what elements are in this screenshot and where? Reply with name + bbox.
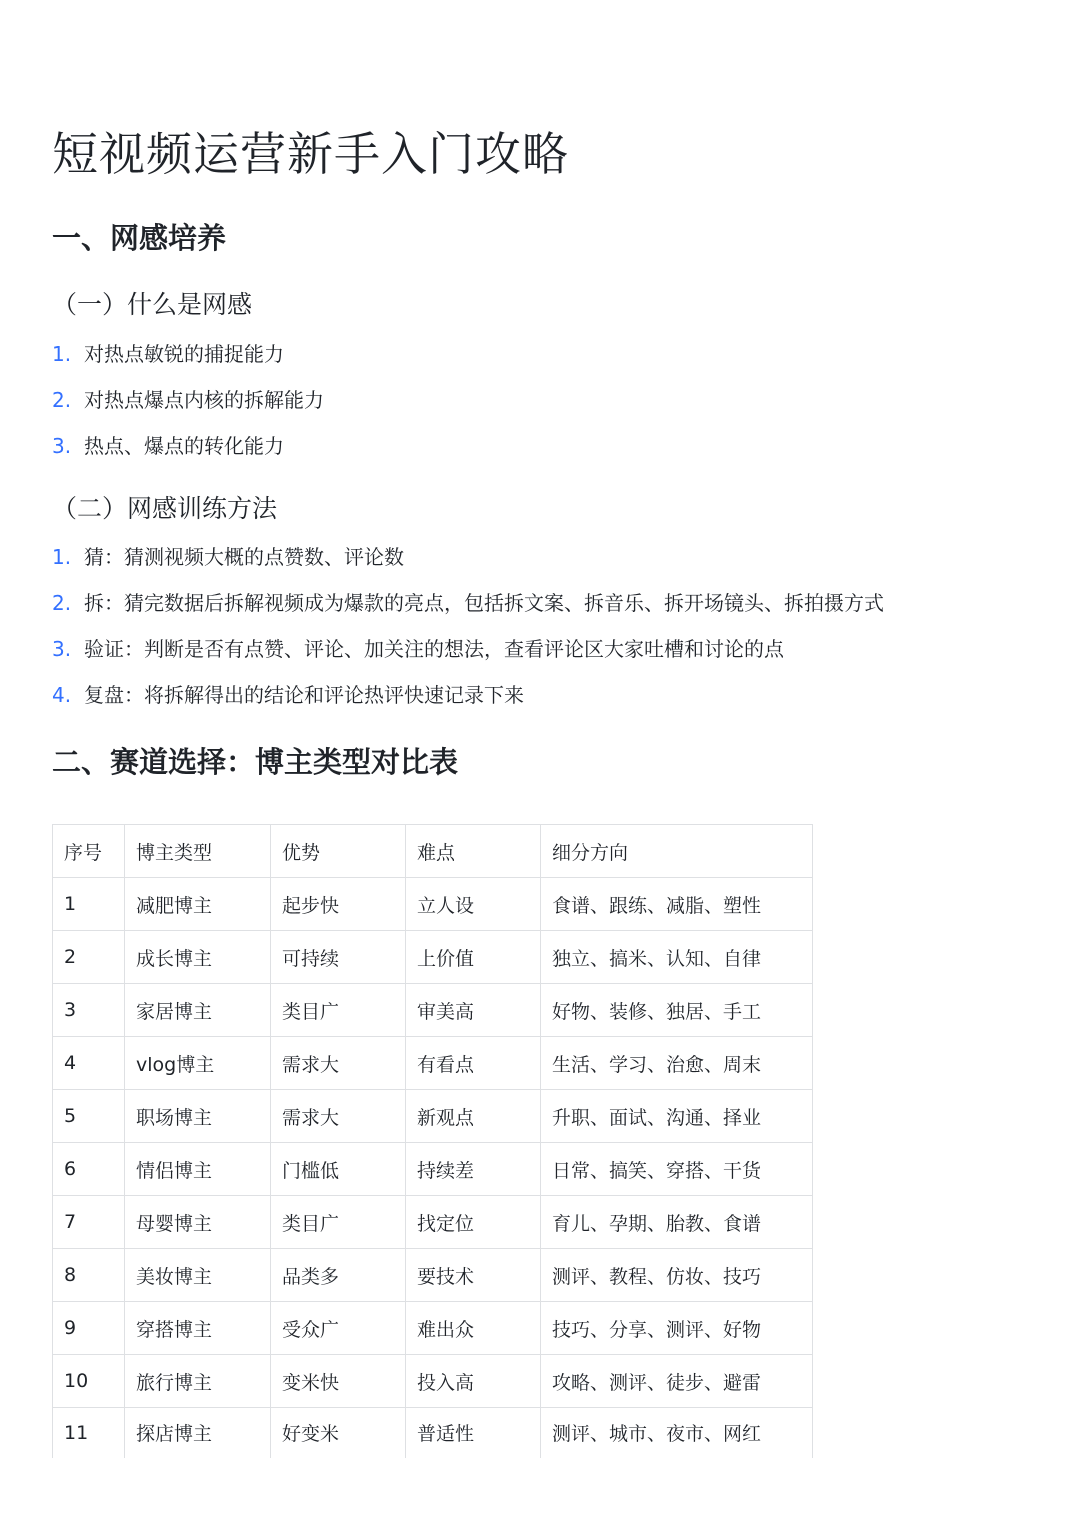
subsection-heading-what-is-wanggan: （一）什么是网感 <box>52 290 253 319</box>
list-text: 复盘：将拆解得出的结论和评论热评快速记录下来 <box>84 683 524 707</box>
list-number: 4. <box>52 683 72 707</box>
table-cell: 测评、城市、夜市、网红 <box>541 1408 813 1458</box>
table-cell: 7 <box>53 1196 125 1249</box>
table-cell: 门槛低 <box>271 1143 406 1196</box>
table-cell: 6 <box>53 1143 125 1196</box>
table-cell: 难出众 <box>406 1302 541 1355</box>
table-cell: 普适性 <box>406 1408 541 1458</box>
table-cell: 8 <box>53 1249 125 1302</box>
list-item <box>52 377 324 423</box>
table-cell: 美妆博主 <box>125 1249 271 1302</box>
list-number: 3. <box>52 434 72 458</box>
table-cell: 1 <box>53 878 125 931</box>
list-number: 3. <box>52 637 72 661</box>
table-cell: 食谱、跟练、减脂、塑性 <box>541 878 813 931</box>
table-cell: 家居博主 <box>125 984 271 1037</box>
table-cell: 11 <box>53 1408 125 1458</box>
table-cell: 旅行博主 <box>125 1355 271 1408</box>
table-cell: 5 <box>53 1090 125 1143</box>
list-text: 热点、爆点的转化能力 <box>84 434 284 458</box>
table-cell: 2 <box>53 931 125 984</box>
list-text: 对热点爆点内核的拆解能力 <box>84 388 324 412</box>
table-row <box>53 1302 813 1355</box>
table-cell: 需求大 <box>271 1037 406 1090</box>
table-row <box>53 1249 813 1302</box>
table-row <box>53 1037 813 1090</box>
section-heading-wanggan: 一、网感培养 <box>52 221 227 255</box>
table-cell: 变米快 <box>271 1355 406 1408</box>
table-cell: 好变米 <box>271 1408 406 1458</box>
table-cell: 减肥博主 <box>125 878 271 931</box>
header-cell-difficulty: 难点 <box>406 825 541 878</box>
table-cell: 生活、学习、治愈、周末 <box>541 1037 813 1090</box>
table-cell: 立人设 <box>406 878 541 931</box>
table-cell: 类目广 <box>271 1196 406 1249</box>
table-cell: 攻略、测评、徒步、避雷 <box>541 1355 813 1408</box>
table-cell: 测评、教程、仿妆、技巧 <box>541 1249 813 1302</box>
header-cell-index: 序号 <box>53 825 125 878</box>
table-cell: 起步快 <box>271 878 406 931</box>
list-item <box>52 580 884 626</box>
table-cell: 好物、装修、独居、手工 <box>541 984 813 1037</box>
table-cell: 9 <box>53 1302 125 1355</box>
table-cell: 持续差 <box>406 1143 541 1196</box>
table-header-row <box>53 825 813 878</box>
table-cell: 投入高 <box>406 1355 541 1408</box>
list-text: 猜：猜测视频大概的点赞数、评论数 <box>84 545 404 569</box>
table-row <box>53 984 813 1037</box>
blogger-type-table <box>52 824 813 1458</box>
list-text: 拆：猜完数据后拆解视频成为爆款的亮点，包括拆文案、拆音乐、拆开场镜头、拆拍摄方式 <box>84 591 884 615</box>
list-item <box>52 672 884 718</box>
table-row <box>53 1408 813 1458</box>
list-number: 2. <box>52 591 72 615</box>
table-cell: 审美高 <box>406 984 541 1037</box>
list-number: 1. <box>52 342 72 366</box>
table-cell: vlog博主 <box>125 1037 271 1090</box>
table-cell: 母婴博主 <box>125 1196 271 1249</box>
table-cell: 升职、面试、沟通、择业 <box>541 1090 813 1143</box>
table-row <box>53 1196 813 1249</box>
document-title: 短视频运营新手入门攻略 <box>52 127 569 181</box>
table-cell: 10 <box>53 1355 125 1408</box>
header-cell-advantage: 优势 <box>271 825 406 878</box>
list-number: 2. <box>52 388 72 412</box>
training-methods-list <box>52 534 884 718</box>
table-cell: 需求大 <box>271 1090 406 1143</box>
list-item <box>52 534 884 580</box>
table-cell: 找定位 <box>406 1196 541 1249</box>
table-row <box>53 931 813 984</box>
table-cell: 新观点 <box>406 1090 541 1143</box>
table-row <box>53 1355 813 1408</box>
table-cell: 有看点 <box>406 1037 541 1090</box>
header-cell-subdirections: 细分方向 <box>541 825 813 878</box>
table-row <box>53 1143 813 1196</box>
table-cell: 穿搭博主 <box>125 1302 271 1355</box>
table-cell: 独立、搞米、认知、自律 <box>541 931 813 984</box>
table-cell: 品类多 <box>271 1249 406 1302</box>
table-cell: 育儿、孕期、胎教、食谱 <box>541 1196 813 1249</box>
header-cell-type: 博主类型 <box>125 825 271 878</box>
table-cell: 日常、搞笑、穿搭、干货 <box>541 1143 813 1196</box>
list-text: 对热点敏锐的捕捉能力 <box>84 342 284 366</box>
table-cell: 情侣博主 <box>125 1143 271 1196</box>
table-cell: 上价值 <box>406 931 541 984</box>
list-item <box>52 423 324 469</box>
table-cell: 探店博主 <box>125 1408 271 1458</box>
table-cell: 受众广 <box>271 1302 406 1355</box>
table-cell: 技巧、分享、测评、好物 <box>541 1302 813 1355</box>
section-heading-track-selection: 二、赛道选择：博主类型对比表 <box>52 745 459 779</box>
list-text: 验证：判断是否有点赞、评论、加关注的想法，查看评论区大家吐槽和讨论的点 <box>84 637 784 661</box>
list-item <box>52 626 884 672</box>
table-cell: 可持续 <box>271 931 406 984</box>
table-row <box>53 1090 813 1143</box>
table-cell: 职场博主 <box>125 1090 271 1143</box>
table-cell: 类目广 <box>271 984 406 1037</box>
table-cell: 要技术 <box>406 1249 541 1302</box>
list-number: 1. <box>52 545 72 569</box>
wanggan-definition-list <box>52 331 324 469</box>
table-cell: 4 <box>53 1037 125 1090</box>
list-item <box>52 331 324 377</box>
table-cell: 3 <box>53 984 125 1037</box>
subsection-heading-training-methods: （二）网感训练方法 <box>52 494 278 523</box>
table-row <box>53 878 813 931</box>
table-cell: 成长博主 <box>125 931 271 984</box>
